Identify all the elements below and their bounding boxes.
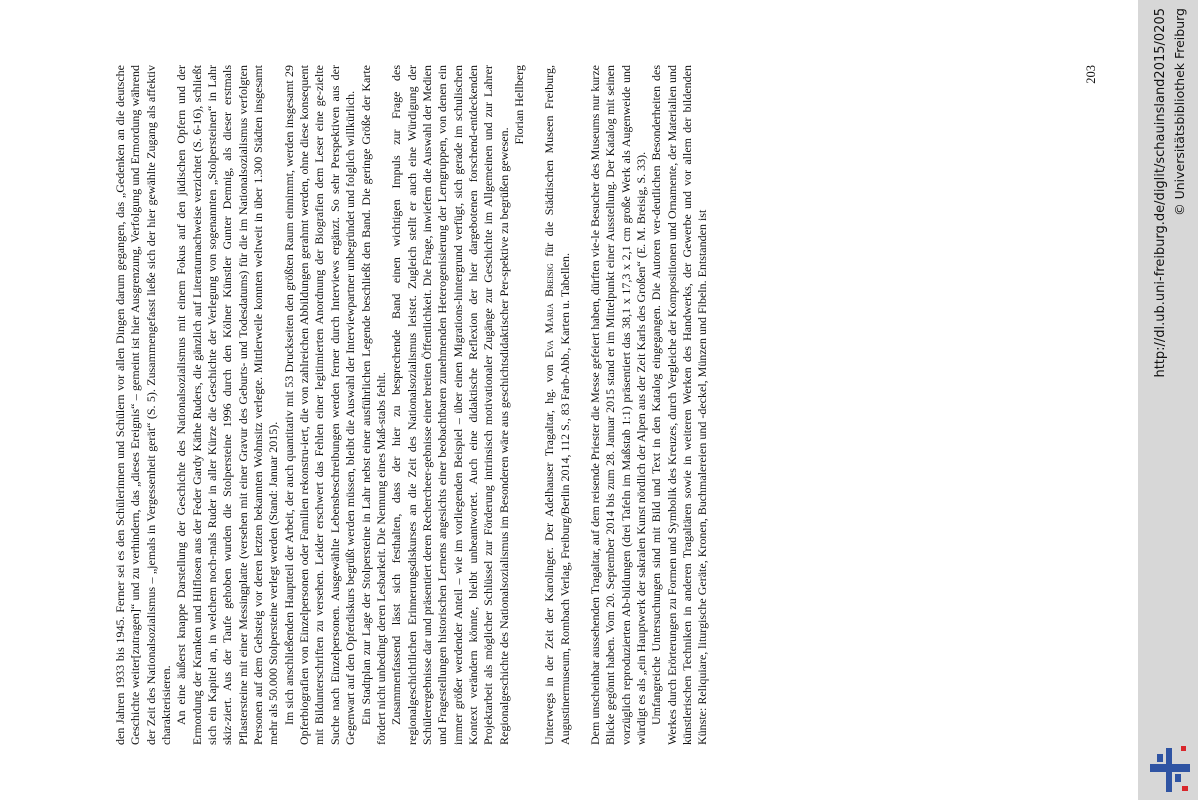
text-paragraph: Florian Hellberg <box>511 65 526 145</box>
page-number: 203 <box>1084 65 1098 84</box>
copyright-notice: © Universitätsbibliothek Freiburg <box>1172 8 1187 216</box>
sidebar-text <box>1138 0 1198 800</box>
university-library-logo-icon <box>1148 742 1192 794</box>
text-paragraph: Im sich anschließenden Hauptteil der Arbeit, der auch quantitativ mit 53 Druckseiten den größten Raum einnimmt, werden insgesamt 29 Opferbiografien von Einzelpersonen oder Familien rekonstru-iert, die von zahlreichen Abbildungen gerahmt werden, ohne diese konsequent mit Bildunterschriften zu versehen. Leider erschwert das Fehlen einer legitimierten Anordnung der Biografien dem Leser eine ge-zielte Suche nach Einzelpersonen. Ausgewählte Lebensbeschreibungen werden ferner durch Interviews ergänzt. So sehr Perspektiven aus der Gegenwart auf den Opferdiskurs begrüßt werden müssen, bleibt die Auswahl der Interviewpartner unbegründet und folglich willkürlich. <box>281 65 358 745</box>
text-paragraph: Umfangreiche Untersuchungen sind mit Bild und Text in den Katalog eingegangen. Die Autoren ver-deutlichen Besonderheiten des Werkes durch Erörterungen zu Formen und Symbolik des Kreuzes, durch Vergleiche der Kompositionen und Ornamente, der Materialien und künstlerischen Techniken in anderen Tragaltären sowie in weiteren Werken des Handwerks, der Gewerbe und vor allem der bildenden Künste: Reliquiare, liturgische Geräte, Kronen, Buchmalereien und -deckel, Münzen und Fibeln. Entstanden ist <box>649 65 710 745</box>
text-paragraph: An eine äußerst knappe Darstellung der Geschichte des Nationalsozialismus mit einem Fokus auf den jüdischen Opfern und der Ermordung der Kranken und Hilflosen aus der Feder Gardy Käthe Ruders, die gänzlich auf Literaturnachweise verzichtet (S. 6-16), schließt sich ein Kapitel an, in welchem noch-mals Ruder in aller Kürze die Geschichte der Verlegung von sogenannten „Stolpersteinen“ in Lahr skiz-ziert. Aus der Taufe gehoben wurden die Stolpersteine 1996 durch den Kölner Künstler Gunter Demnig, als dieser erstmals Pflastersteine mit einer Messingplatte (versehen mit einer Gravur des Geburts- und Todesdatums) für die im Nationalsozialismus verfolgten Personen auf dem Gehsteig vor deren letzten bekannten Wohnsitz verlegte. Mittlerweile konnten weltweit in über 1.300 Städten insgesamt mehr als 50.000 Stolpersteine verlegt werden (Stand: Januar 2015). <box>174 65 281 745</box>
text-paragraph: Dem unscheinbar aussehenden Tragaltar, auf dem reisende Priester die Messe gefeiert haben, dürften vie-le Besucher des Museums nur kurze Blicke gegönnt haben. Vom 20. September 2014 bis zum 28. Januar 2015 stand er im Mittelpunkt einer Ausstellung. Der Katalog mit seinen vorzüglich reproduzierten Ab-bildungen (drei Tafeln im Maßstab 1:1) präsentiert das 38,1 x 17,3 x 2,1 cm große Werk als Augenweide und würdigt es als „ein Hauptwerk der sakralen Kunst nördlich der Alpen aus der Zeit Karls des Großen“ (E. M. Breisig, S. 33). <box>587 65 648 745</box>
library-sidebar <box>1138 0 1198 800</box>
text-paragraph: Ein Stadtplan zur Lage der Stolpersteine in Lahr nebst einer ausführlichen Legende beschließt den Band. Die geringe Größe der Karte fördert nicht unbedingt deren Lesbarkeit. Die Nennung eines Maß-stabs fehlt. <box>358 65 388 745</box>
source-url-link[interactable]: http://dl.ub.uni-freiburg.de/diglit/schauinsland2015/0205 <box>1153 8 1168 378</box>
text-paragraph: Zusammenfassend lässt sich festhalten, dass der hier zu besprechende Band einen wichtigen Impuls zur Frage des regionalgeschichtlichen Erinnerungsdiskurses an die Zeit des Nationalsozialismus leistet. Zugleich stellt er auch eine Würdigung der Schülerergebnisse dar und präsentiert deren Rechercheer-gebnisse einer breiten Öffentlichkeit. Die Frage, inwiefern die Auswahl der Medien und Fragestellungen historischen Lernens angesichts einer beobachtbaren zunehmenden Heterogenisierung der Lerngruppen, von denen ein immer größer werdender Anteil – wie im vorliegenden Beispiel – über einen Migrations-hintergrund verfügt, sich gerade im schulischen Kontext verändern könnte, bleibt unbeantwortet. Auch eine didaktische Reflexion der hier dargebotenen forschend-entdeckenden Projektarbeit als möglicher Schlüssel zur Förderung intrinsisch motivationaler Zugänge zur Geschichte im Allgemeinen und zur Lahrer Regionalgeschichte des Nationalsozialismus im Besonderen wäre aus geschichtsdidaktischer Per-spektive zu begrüßen gewesen. <box>389 65 511 745</box>
text-paragraph: den Jahren 1933 bis 1945. Ferner sei es den Schülerinnen und Schülern vor allen Dingen darum gegangen, das „Gedenken an die deutsche Geschichte weiter[zutragen]“ und zu verhindern, das „dieses Ereignis“ – gemeint ist hier Ausgrenzung, Verfolgung und Ermordung während der Zeit des Nationalsozialismus – „jemals in Vergessenheit gerät“ (S. 5). Zusammengefasst ließe sich der hier gewählte Zugang als affektiv charakterisieren. <box>113 65 174 745</box>
text-paragraph: Unterwegs in der Zeit der Karolinger. Der Adelhauser Tragaltar, hg. von Eva Maria Breisig für die Städtischen Museen Freiburg, Augustinermuseum, Rombach Verlag, Freiburg/Berlin 2014, 112 S., 83 Farb-Abb., Karten u. Tabellen. <box>542 64 572 745</box>
text-column <box>113 65 711 745</box>
